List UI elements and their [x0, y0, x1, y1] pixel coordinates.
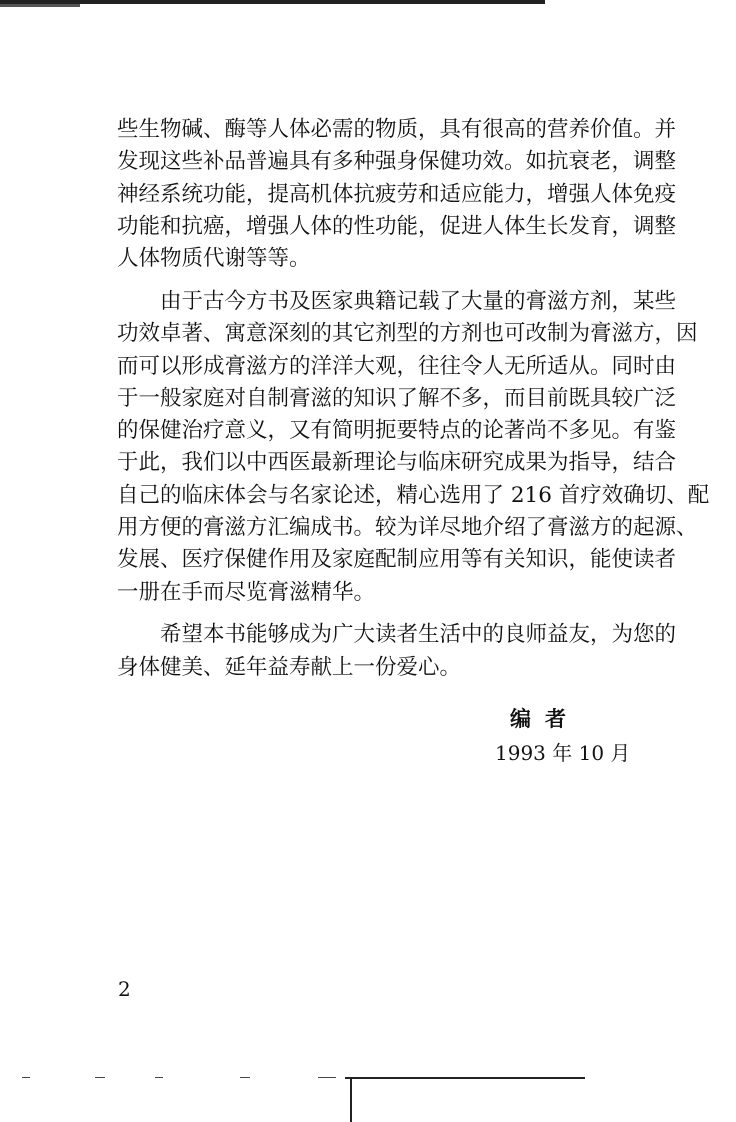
paragraph-2 — [117, 286, 710, 609]
text-line: 于此，我们以中西医最新理论与临床研究成果为指导，结合 — [117, 450, 677, 476]
text-line: 身体健美、延年益寿献上一份爱心。 — [117, 654, 462, 680]
text-line: 于一般家庭对自制膏滋的知识了解不多，而目前既具较广泛 — [117, 385, 677, 411]
text-line: 希望本书能够成为广大读者生活中的良师益友，为您的 — [117, 622, 677, 648]
scan-mark — [155, 1077, 163, 1078]
bottom-rule — [345, 1077, 585, 1079]
text-line: 功效卓著、寓意深刻的其它剂型的方剂也可改制为膏滋方，因 — [117, 321, 698, 347]
date: 1993 年 10 月 — [495, 741, 631, 765]
text-line: 发现这些补品普遍具有多种强身保健功效。如抗衰老，调整 — [117, 149, 677, 175]
scan-mark — [240, 1077, 250, 1078]
paragraph-3 — [117, 619, 677, 684]
page-number: 2 — [118, 977, 131, 1001]
text-line: 神经系统功能，提高机体抗疲劳和适应能力，增强人体免疫 — [117, 181, 677, 207]
bottom-vertical-rule — [350, 1079, 352, 1122]
text-line: 自己的临床体会与名家论述，精心选用了 216 首疗效确切、配 — [117, 482, 710, 508]
text-line: 人体物质代谢等等。 — [117, 246, 311, 272]
scan-mark — [95, 1077, 105, 1078]
text-line: 功能和抗癌，增强人体的性功能，促进人体生长发育，调整 — [117, 213, 677, 239]
scan-mark — [22, 1077, 30, 1078]
text-line: 而可以形成膏滋方的洋洋大观，往往令人无所适从。同时由 — [117, 353, 677, 379]
text-line: 由于古今方书及医家典籍记载了大量的膏滋方剂，某些 — [117, 288, 677, 314]
scan-edge-top-mark — [0, 4, 80, 7]
paragraph-1 — [117, 114, 677, 275]
text-line: 用方便的膏滋方汇编成书。较为详尽地介绍了膏滋方的起源、 — [117, 515, 698, 541]
author-signature: 编者 — [510, 706, 580, 731]
body-text — [117, 114, 710, 695]
text-line: 一册在手而尽览膏滋精华。 — [117, 579, 376, 605]
text-line: 的保健治疗意义，又有简明扼要特点的论著尚不多见。有鉴 — [117, 418, 677, 444]
text-line: 些生物碱、酶等人体必需的物质，具有很高的营养价值。并 — [117, 117, 677, 142]
scan-edge-top — [0, 0, 545, 4]
text-line: 发展、医疗保健作用及家庭配制应用等有关知识，能使读者 — [117, 547, 677, 573]
scan-mark — [318, 1077, 336, 1078]
